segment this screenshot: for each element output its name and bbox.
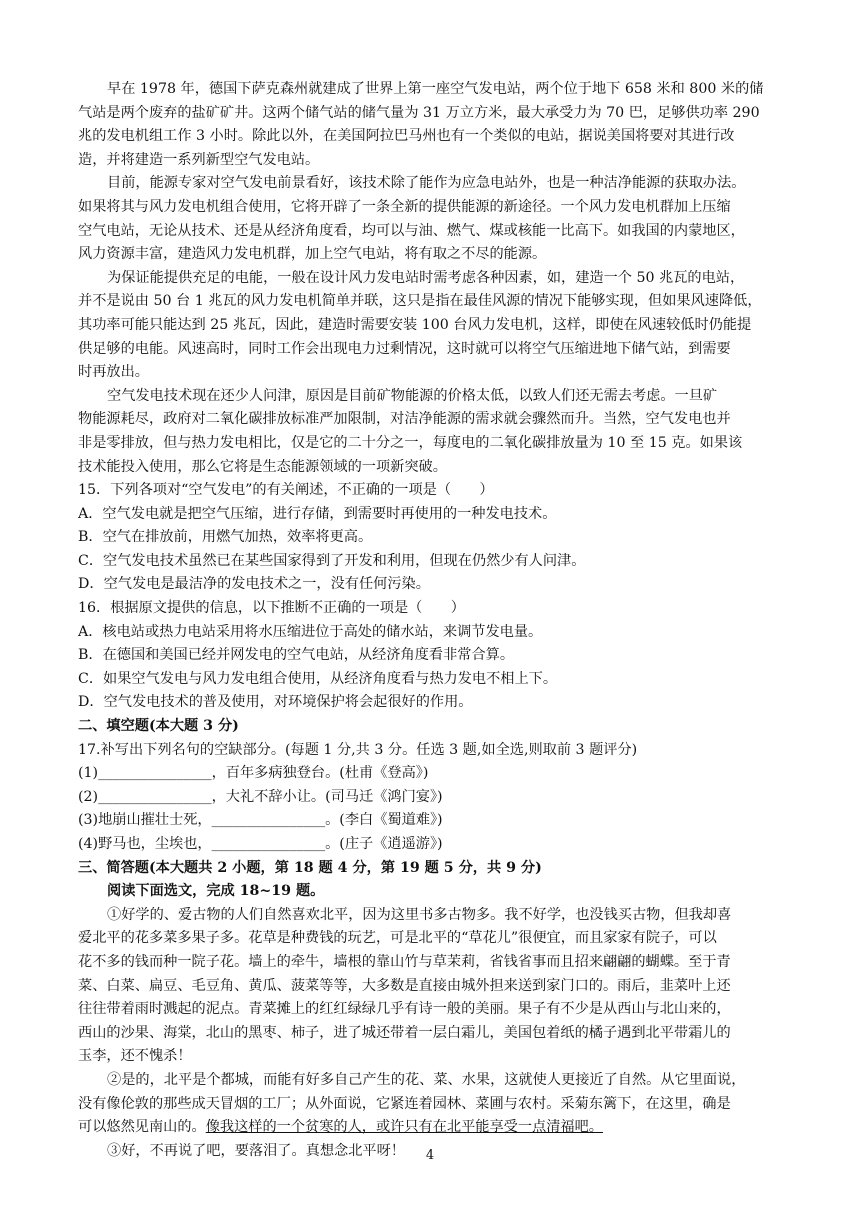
text-line: 造，并将建造一系列新型空气发电站。 [78, 151, 320, 168]
passage-air-power [78, 78, 784, 479]
question-line [78, 573, 784, 597]
question-line [78, 786, 784, 810]
text-line: 如果将其与风力发电机组合使用，它将开辟了一条全新的提供能源的新途径。一个风力发电机群加上压缩 [78, 198, 731, 215]
text-line: C．空气发电技术虽然已在某些国家得到了开发和利用，但现在仍然少有人问津。 [78, 552, 586, 569]
question-line [78, 503, 784, 527]
text-line: 菜、白菜、扁豆、毛豆角、黄瓜、菠菜等等，大多数是直接由城外担来送到家门口的。雨后，韭菜叶上还 [78, 977, 731, 994]
question-line [78, 479, 784, 503]
text-line: 技术能投入使用，那么它将是生态能源领域的一项新突破。 [78, 458, 447, 475]
text-line: A．空气发电就是把空气压缩，进行存储，到需要时再使用的一种发电技术。 [78, 505, 557, 522]
passage-line [78, 998, 784, 1022]
text-line: 供足够的电能。风速高时，同时工作会出现电力过剩情况，这时就可以将空气压缩进地下储气站，到需要 [78, 340, 731, 357]
text-line: 没有像伦敦的那些成天冒烟的工厂；从外面说，它紧连着园林、菜圃与农村。采菊东篱下，在这里，确是 [78, 1095, 731, 1112]
text-line: 可以悠然见南山的。 [78, 1119, 206, 1136]
text-line: 为保证能提供充足的电能，一般在设计风力发电站时需考虑各种因素，如，建造一个 50 兆瓦的电站， [107, 269, 745, 286]
text-line: C．如果空气发电与风力发电组合使用，从经济角度看与热力发电不相上下。 [78, 670, 558, 687]
question-line [78, 715, 784, 739]
text-line: 阅读下面选文，完成 18~19 题。 [107, 883, 325, 900]
passage-line [78, 904, 784, 928]
text-line: B．在德国和美国已经并网发电的空气电站，从经济角度看非常合算。 [78, 647, 515, 664]
passage-line [78, 1093, 784, 1117]
passage-line [78, 243, 784, 267]
text-line: ②是的，北平是个都城，而能有好多自己产生的花、菜、水果，这就使人更接近了自然。从它里面说， [107, 1071, 746, 1088]
question-line [78, 857, 784, 881]
passage-line [78, 927, 784, 951]
underlined-sentence: 像我这样的一个贫寒的人，或许只有在北平能享受一点清福吧。 [205, 1119, 603, 1136]
text-line: 时再放出。 [78, 364, 149, 381]
text-line: 西山的沙果、海棠，北山的黑枣、柿子，进了城还带着一层白霜儿，美国包着纸的橘子遇到北平带霜儿的 [78, 1024, 731, 1041]
text-line: 17.补写出下列名句的空缺部分。(每题 1 分,共 3 分。任选 3 题,如全选,则取前 3 题评分) [78, 741, 638, 758]
passage-line [78, 78, 784, 102]
text-line: 玉李，还不愧杀！ [78, 1048, 192, 1065]
passage-line [78, 1045, 784, 1069]
passage-line [78, 172, 784, 196]
question-line [78, 739, 784, 763]
question-line [78, 880, 784, 904]
passage-line [78, 432, 784, 456]
passage-line [78, 314, 784, 338]
question-line [78, 621, 784, 645]
question-line [78, 668, 784, 692]
text-line: 爱北平的花多菜多果子多。花草是种费钱的玩艺，可是北平的“草花儿”很便宜，而且家家有院子，可以 [78, 930, 717, 947]
question-line [78, 833, 784, 857]
passage-line [78, 361, 784, 385]
passage-line [78, 951, 784, 975]
text-line: (2)________________，大礼不辞小让。(司马迁《鸿门宴》) [78, 788, 443, 805]
text-line: D．空气发电技术的普及使用，对环境保护将会起很好的作用。 [78, 694, 473, 711]
passage-line [78, 408, 784, 432]
question-line [78, 644, 784, 668]
text-line: 三、简答题(本大题共 2 小题，第 18 题 4 分，第 19 题 5 分，共 9 分) [78, 859, 542, 876]
question-line [78, 809, 784, 833]
text-line: A．核电站或热力电站采用将水压缩进位于高处的储水站，来调节发电量。 [78, 623, 543, 640]
text-line: 15．下列各项对“空气发电”的有关阐述，不正确的一项是（ ） [78, 482, 494, 499]
text-line: (3)地崩山摧壮士死，________________。(李白《蜀道难》) [78, 812, 443, 829]
question-line [78, 550, 784, 574]
passage-line [78, 1022, 784, 1046]
text-line: 非是零排放，但与热力发电相比，仅是它的二十分之一，每度电的二氧化碳排放量为 10 至 15 克。如果该 [78, 434, 743, 451]
passage-line [78, 385, 784, 409]
passage-line [78, 267, 784, 291]
passage-line [78, 196, 784, 220]
text-line: 风力资源丰富，建造风力发电机群，加上空气电站，将有取之不尽的能源。 [78, 246, 547, 263]
text-line: ③好，不再说了吧，要落泪了。真想念北平呀！ [107, 1142, 405, 1159]
passage-beiping [78, 904, 784, 1164]
text-line: 并不是说由 50 台 1 兆瓦的风力发电机简单并联，这只是指在最佳风源的情况下能够实现，但如果风速降低， [78, 293, 762, 310]
document-page [78, 78, 784, 1163]
passage-line [78, 102, 784, 126]
question-block [78, 479, 784, 904]
text-line: (4)野马也，尘埃也，________________。(庄子《逍遥游》) [78, 836, 443, 852]
text-line: 16．根据原文提供的信息，以下推断不正确的一项是（ ） [78, 600, 465, 617]
text-line: 空气电站，无论从技术、还是从经济角度看，均可以与油、燃气、煤或核能一比高下。如我国的内蒙地区， [78, 222, 745, 239]
passage-line [78, 220, 784, 244]
question-line [78, 597, 784, 621]
passage-line [78, 290, 784, 314]
text-line: 二、填空题(本大题 3 分) [78, 718, 239, 735]
text-line: 其功率可能只能达到 25 兆瓦，因此，建造时需要安装 100 台风力发电机，这样，即使在风速较低时仍能提 [78, 316, 752, 333]
text-line: 兆的发电机组工作 3 小时。除此以外，在美国阿拉巴马州也有一个类似的电站，据说美国将要对其进行改 [78, 128, 735, 145]
text-line: 气站是两个废弃的盐矿矿井。这两个储气站的储气量为 31 万立方米，最大承受力为 70 巴，足够供功率 290 [78, 104, 760, 121]
passage-line [78, 338, 784, 362]
text-line: D．空气发电是最洁净的发电技术之一，没有任何污染。 [78, 576, 430, 593]
text-line: ①好学的、爱古物的人们自然喜欢北平，因为这里书多古物多。我不好学，也没钱买古物，但我却喜 [107, 906, 732, 923]
passage-line [78, 149, 784, 173]
passage-line [78, 1116, 784, 1140]
passage-line [78, 1069, 784, 1093]
passage-line [78, 975, 784, 999]
text-line: (1)________________，百年多病独登台。(杜甫《登高》) [78, 765, 429, 782]
text-line: 花不多的钱而种一院子花。墙上的牵牛，墙根的靠山竹与草茉莉，省钱省事而且招来翩翩的蝴蝶。至于青 [78, 953, 731, 970]
question-line [78, 526, 784, 550]
text-line: B．空气在排放前，用燃气加热，效率将更高。 [78, 529, 373, 546]
text-line: 物能源耗尽，政府对二氧化碳排放标准严加限制，对洁净能源的需求就会骤然而升。当然，空气发电也并 [78, 411, 731, 428]
question-line [78, 762, 784, 786]
passage-line [78, 456, 784, 480]
passage-line [78, 125, 784, 149]
text-line: 往往带着雨时溅起的泥点。青菜摊上的红红绿绿几乎有诗一般的美丽。果子有不少是从西山与北山来的， [78, 1001, 731, 1018]
text-line: 目前，能源专家对空气发电前景看好，该技术除了能作为应急电站外，也是一种洁净能源的获取办法。 [107, 175, 746, 192]
text-line: 空气发电技术现在还少人问津，原因是目前矿物能源的价格太低，以致人们还无需去考虑。一旦矿 [107, 387, 718, 404]
question-line [78, 691, 784, 715]
page-number: 4 [425, 1148, 435, 1163]
text-line: 早在 1978 年，德国下萨克森州就建成了世界上第一座空气发电站，两个位于地下 658 米和 800 米的储 [107, 81, 764, 97]
